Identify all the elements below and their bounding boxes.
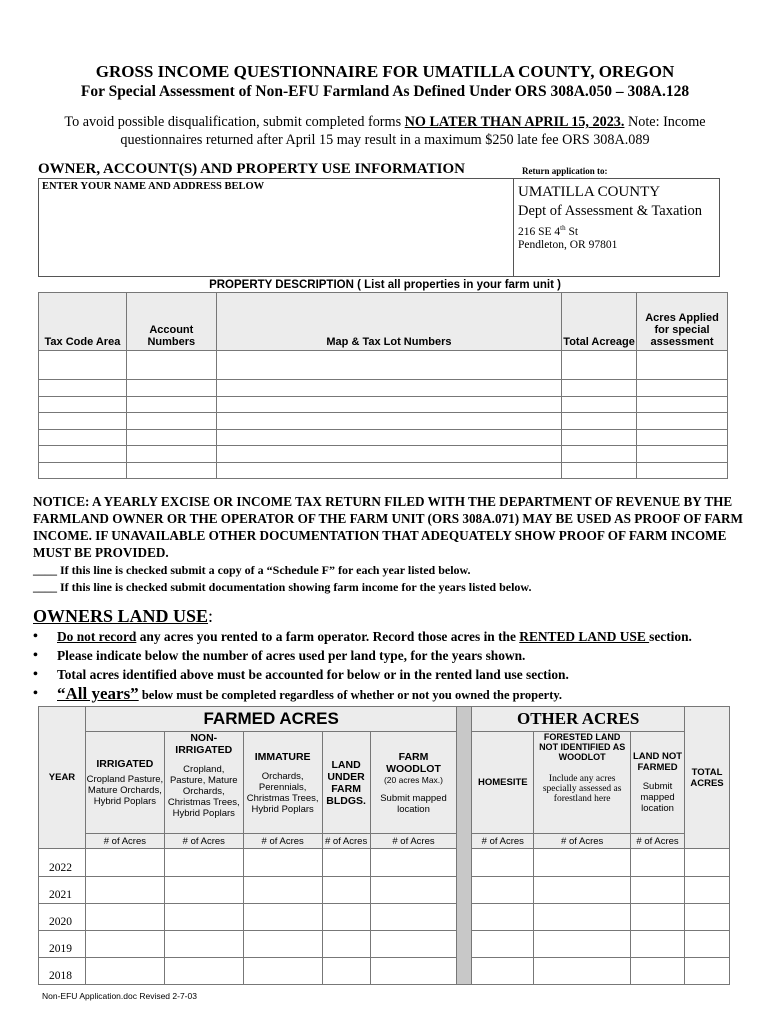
list-item: • “All years” below must be completed regardless of whether or not you owned the property. [33, 684, 753, 705]
table-row [39, 413, 728, 430]
land-use-table [38, 706, 730, 985]
acres-label: # of Acres [631, 834, 685, 849]
name-address-label: ENTER YOUR NAME AND ADDRESS BELOW [42, 181, 265, 192]
table-row [39, 351, 728, 380]
table-row [39, 429, 728, 446]
list-item: • Do not record any acres you rented to a farm operator. Record those acres in the RENTED LAND USE section. [33, 627, 753, 646]
table-row [39, 396, 728, 413]
list-item: • Please indicate below the number of acres used per land type, for the years shown. [33, 646, 753, 665]
schedule-f-checkline[interactable]: ____ If this line is checked submit a copy of a “Schedule F” for each year listed below. [33, 563, 471, 577]
dept-name: Dept of Assessment & Taxation [518, 203, 702, 219]
city-state-zip: Pendleton, OR 97801 [518, 239, 618, 251]
acres-label: # of Acres [164, 834, 243, 849]
name-address-field[interactable] [40, 196, 510, 274]
notice-text: NOTICE: A YEARLY EXCISE OR INCOME TAX RETURN FILED WITH THE DEPARTMENT OF REVENUE BY THE FARMLAND OWNER OR THE OPERATOR OF THE FARM UNIT (ORS 308A.071) MAY BE USED AS PROOF OF FARM INCOME. IF UNAVAILABLE OTHER DOCUMENTATION THAT ADEQUATELY SHOW PROOF OF FARM INCOME MUST BE PROVIDED. [33, 494, 743, 560]
acres-label: # of Acres [322, 834, 370, 849]
intro-text: To avoid possible disqualification, submit completed forms NO LATER THAN APRIL 15, 2023. Note: Income questionnaires returned after April 15 may result in a maximum $250 late fee ORS 308A.089 [64, 114, 706, 148]
table-row [39, 904, 730, 931]
year-cell: 2021 [39, 877, 86, 904]
form-title: GROSS INCOME QUESTIONNAIRE FOR UMATILLA COUNTY, OREGON [95, 62, 675, 81]
acres-label: # of Acres [370, 834, 457, 849]
year-cell: 2019 [39, 931, 86, 958]
owners-land-use-heading: OWNERS LAND USE: [33, 606, 214, 626]
table-row [39, 849, 730, 877]
farm-bldgs-header: LAND UNDER FARM BLDGS. [322, 732, 370, 834]
col-map-tax-lot: Map & Tax Lot Numbers [216, 293, 561, 351]
form-subtitle: For Special Assessment of Non-EFU Farmland As Defined Under ORS 308A.050 – 308A.128 [80, 83, 690, 100]
acres-label: # of Acres [534, 834, 631, 849]
total-acres-header: TOTAL ACRES [684, 707, 729, 849]
instructions-list [33, 627, 753, 705]
nonirrigated-header: NON-IRRIGATED Cropland, Pasture, Mature Orchards, Christmas Trees, Hybrid Poplars [164, 732, 243, 834]
table-row [39, 446, 728, 463]
table-row [39, 380, 728, 397]
list-item: • Total acres identified above must be accounted for below or in the rented land use section. [33, 665, 753, 684]
col-account-numbers: Account Numbers [126, 293, 216, 351]
year-cell: 2018 [39, 958, 86, 985]
return-label: Return application to: [522, 166, 608, 176]
irrigated-header: IRRIGATED Cropland Pasture, Mature Orchards, Hybrid Poplars [85, 732, 164, 834]
county-name: UMATILLA COUNTY [518, 184, 661, 200]
documentation-checkline[interactable]: ____ If this line is checked submit documentation showing farm income for the years listed below. [33, 580, 532, 594]
not-farmed-header: LAND NOT FARMED Submit mapped location [631, 732, 685, 834]
table-row [39, 958, 730, 985]
woodlot-header: FARM WOODLOT (20 acres Max.) Submit mapped location [370, 732, 457, 834]
property-table [38, 292, 728, 479]
acres-label: # of Acres [243, 834, 322, 849]
forested-header: FORESTED LAND NOT IDENTIFIED AS WOODLOT Include any acres specially assessed as forestland here [534, 732, 631, 834]
year-header: YEAR [39, 707, 86, 849]
street-address: 216 SE 4th St [518, 224, 579, 238]
table-row [39, 877, 730, 904]
immature-header: IMMATURE Orchards, Perennials, Christmas Trees, Hybrid Poplars [243, 732, 322, 834]
footer-revision: Non-EFU Application.doc Revised 2-7-03 [42, 991, 197, 1001]
year-cell: 2022 [39, 849, 86, 877]
table-row [39, 931, 730, 958]
farmed-acres-heading: FARMED ACRES [85, 707, 456, 732]
acres-label: # of Acres [85, 834, 164, 849]
owner-section-heading: OWNER, ACCOUNT(S) AND PROPERTY USE INFORMATION [38, 161, 465, 177]
acres-label: # of Acres [472, 834, 534, 849]
deadline-text: NO LATER THAN APRIL 15, 2023. [404, 114, 625, 130]
other-acres-heading: OTHER ACRES [472, 707, 685, 732]
col-acres-applied: Acres Applied for special assessment [637, 293, 728, 351]
property-description-heading: PROPERTY DESCRIPTION ( List all properties in your farm unit ) [209, 279, 561, 291]
col-total-acreage: Total Acreage [562, 293, 637, 351]
homesite-header: HOMESITE [472, 732, 534, 834]
table-row [39, 462, 728, 479]
col-tax-code-area: Tax Code Area [39, 293, 127, 351]
year-cell: 2020 [39, 904, 86, 931]
